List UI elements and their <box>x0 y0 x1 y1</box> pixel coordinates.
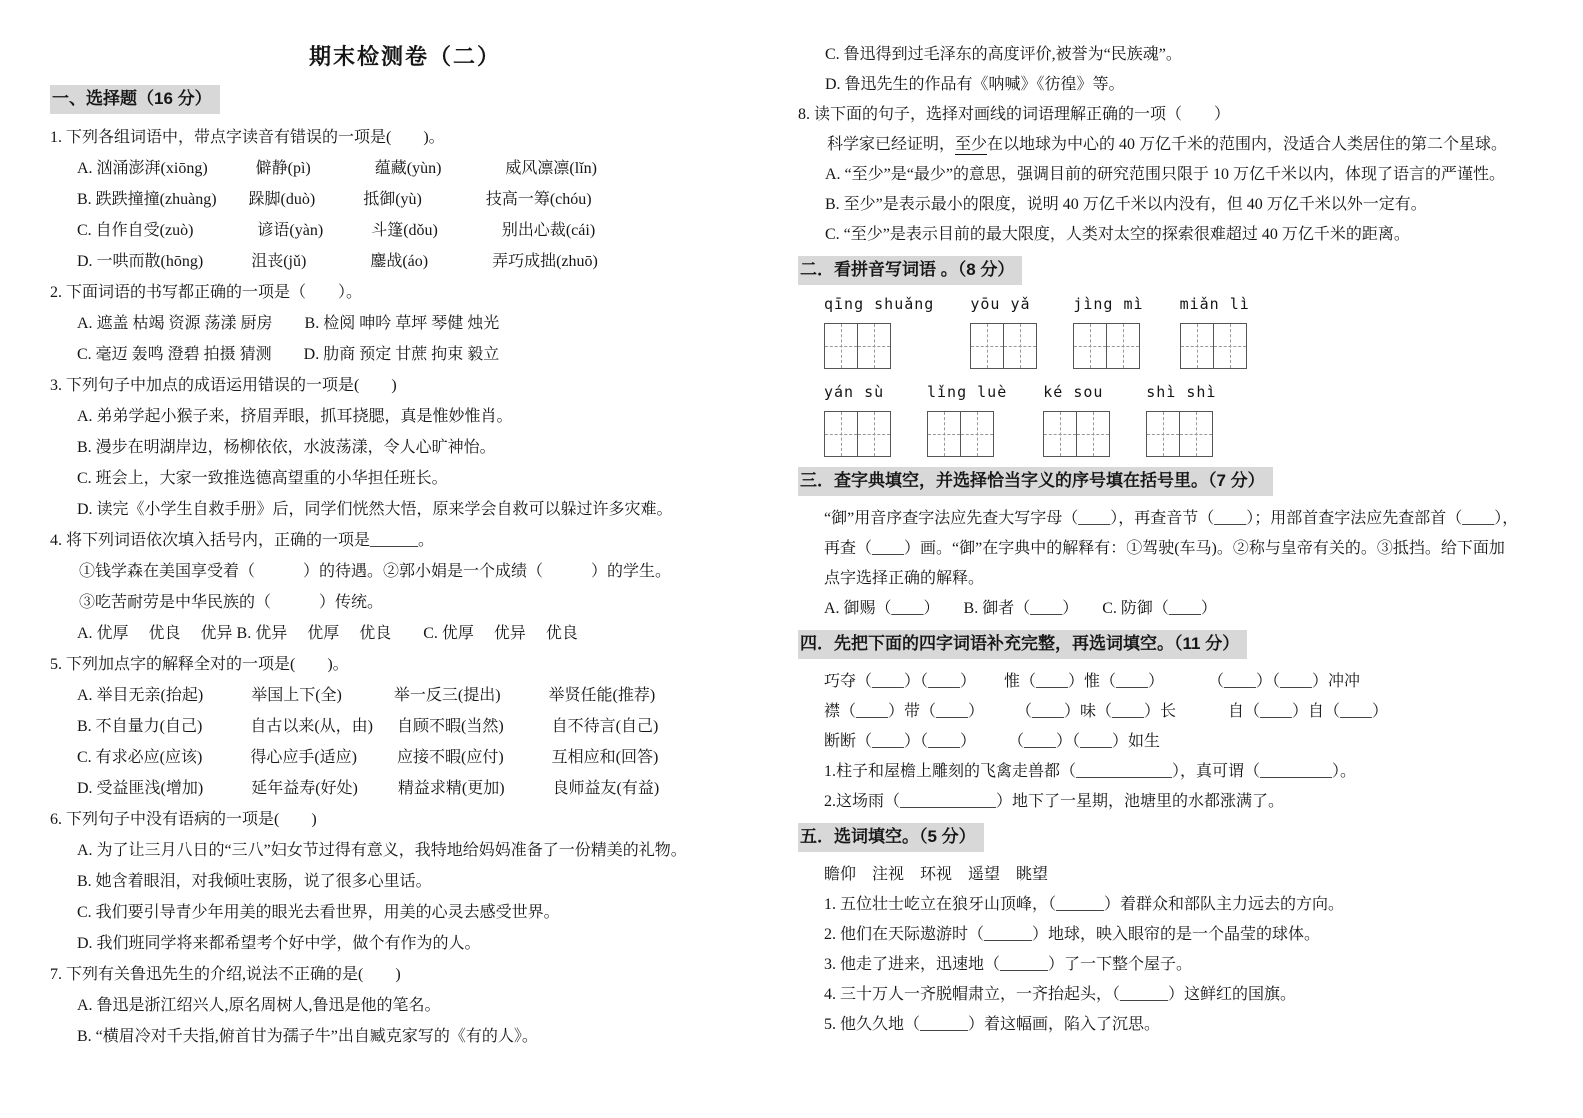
q1-option-c: C. 自作自受(zuò) 谚语(yàn) 斗篷(dǒu) 别出心裁(cái) <box>77 222 596 239</box>
pinyin-word-group <box>1146 381 1216 457</box>
q6-option-a: A. 为了让三月八日的“三八”妇女节过得有意义，我特地给妈妈准备了一份精美的礼物。 <box>77 842 687 859</box>
fill-sentence-5: 5. 他久久地（______）着这幅画，陷入了沉思。 <box>824 1016 1161 1033</box>
tianzige-cell <box>1181 324 1214 368</box>
tianzige-cell <box>1180 412 1212 456</box>
tianzige-grid <box>1146 411 1213 457</box>
pinyin-label: qīng shuǎng <box>824 295 935 313</box>
idiom-sentence-1: 1.柱子和屋檐上雕刻的飞禽走兽都（____________），真可谓（_________）。 <box>824 763 1357 780</box>
q8-option-c: C. “至少”是表示目前的最大限度，人类对太空的探索很难超过 40 万亿千米的距离。 <box>825 226 1410 243</box>
tianzige-grid <box>970 323 1037 369</box>
pinyin-label: miǎn lì <box>1179 295 1250 313</box>
tianzige-cell <box>971 324 1004 368</box>
tianzige-cell <box>858 324 890 368</box>
section-2 <box>798 256 1558 285</box>
section-4 <box>798 630 1558 659</box>
section-2-heading: 二．看拼音写词语 。（8 分） <box>798 256 1022 285</box>
fill-sentence-3: 3. 他走了进来，迅速地（______）了一下整个屋子。 <box>824 956 1193 973</box>
section-3-heading: 三．查字典填空，并选择恰当字义的序号填在括号里。（7 分） <box>798 467 1273 496</box>
tianzige-cell <box>1147 412 1180 456</box>
tianzige-grid <box>824 411 891 457</box>
q8-option-a: A. “至少”是“最少”的意思，强调目前的研究范围只限于 10 万亿千米以内，体现了语言的严谨性。 <box>825 166 1505 183</box>
tianzige-cell <box>1074 324 1107 368</box>
tianzige-cell <box>1077 412 1109 456</box>
pinyin-word-group <box>970 293 1037 369</box>
pinyin-label: shì shì <box>1146 383 1217 401</box>
q8-passage <box>798 130 1558 160</box>
q7-stem: 7. 下列有关鲁迅先生的介绍,说法不正确的是( ) <box>50 966 401 983</box>
right-column <box>798 40 1558 1040</box>
pinyin-word-group <box>824 293 934 369</box>
q6-option-c: C. 我们要引导青少年用美的眼光去看世界，用美的心灵去感受世界。 <box>77 904 560 921</box>
pinyin-word-group <box>824 381 891 457</box>
q5-option-c: C. 有求必应(应该) 得心应手(适应) 应接不暇(应付) 互相应和(回答) <box>77 749 659 766</box>
q3-option-c: C. 班会上，大家一致推选德高望重的小华担任班长。 <box>77 470 448 487</box>
q8-stem: 8. 读下面的句子，选择对画线的词语理解正确的一项（ ） <box>798 106 1231 123</box>
q7-option-d: D. 鲁迅先生的作品有《呐喊》《彷徨》等。 <box>825 76 1125 93</box>
word-bank: 瞻仰 注视 环视 遥望 眺望 <box>824 866 1049 883</box>
pinyin-label: ké sou <box>1043 383 1104 401</box>
q5-option-d: D. 受益匪浅(增加) 延年益寿(好处) 精益求精(更加) 良师益友(有益) <box>77 780 660 797</box>
q6-option-d: D. 我们班同学将来都希望考个好中学，做个有作为的人。 <box>77 935 481 952</box>
section-1 <box>50 85 760 114</box>
q8-underlined-word: 至少 <box>955 136 988 153</box>
q1-option-d: D. 一哄而散(hōng) 沮丧(jǔ) 鏖战(áo) 弄巧成拙(zhuō) <box>77 253 598 270</box>
tianzige-cell <box>1214 324 1246 368</box>
q4-options: A. 优厚 优良 优异 B. 优异 优厚 优良 C. 优厚 优异 优良 <box>77 625 578 642</box>
q4-sentence-3: ③吃苦耐劳是中华民族的（ ）传统。 <box>79 594 384 611</box>
q8-option-b: B. 至少”是表示最小的限度，说明 40 万亿千米以内没有，但 40 万亿千米以外一定有。 <box>825 196 1427 213</box>
q6-stem: 6. 下列句子中没有语病的一项是( ) <box>50 811 317 828</box>
q7-option-a: A. 鲁迅是浙江绍兴人,原名周树人,鲁迅是他的笔名。 <box>77 997 441 1014</box>
q2-stem: 2. 下面词语的书写都正确的一项是（ ）。 <box>50 284 363 301</box>
q8-passage-pre: 科学家已经证明， <box>827 136 956 153</box>
tianzige-cell <box>928 412 961 456</box>
pinyin-word-group <box>1180 293 1250 369</box>
fill-sentence-1: 1. 五位壮士屹立在狼牙山顶峰，（______）着群众和部队主力远去的方向。 <box>824 896 1345 913</box>
dictionary-line-2: 再查（____）画。“御”在字典中的解释有：①驾驶(车马)。②称与皇帝有关的。③抵挡。给下面加 <box>824 540 1505 557</box>
q3-stem: 3. 下列句子中加点的成语运用错误的一项是( ) <box>50 377 397 394</box>
tianzige-cell <box>858 412 890 456</box>
tianzige-cell <box>825 412 858 456</box>
q6-option-b: B. 她含着眼泪，对我倾吐衷肠，说了很多心里话。 <box>77 873 432 890</box>
idiom-row-2: 襟（____）带（____） （____）味（____）长 自（____）自（____） <box>824 703 1389 720</box>
dictionary-options: A. 御赐（____） B. 御者（____） C. 防御（____） <box>824 600 1217 617</box>
q5-stem: 5. 下列加点字的解释全对的一项是( )。 <box>50 656 349 673</box>
q2-options-ab: A. 遮盖 枯竭 资源 荡漾 厨房 B. 检阅 呻吟 草坪 琴健 烛光 <box>77 315 500 332</box>
q5-option-b: B. 不自量力(自己) 自古以来(从，由) 自顾不暇(当然) 自不待言(自己) <box>77 718 659 735</box>
left-column <box>50 40 760 1052</box>
tianzige-cell <box>961 412 993 456</box>
q1-stem: 1. 下列各组词语中，带点字读音有错误的一项是( )。 <box>50 129 445 146</box>
dictionary-line-3: 点字选择正确的解释。 <box>824 570 985 587</box>
tianzige-cell <box>825 324 858 368</box>
section-4-heading: 四．先把下面的四字词语补充完整，再选词填空。（11 分） <box>798 630 1247 659</box>
q7-option-c: C. 鲁迅得到过毛泽东的高度评价,被誉为“民族魂”。 <box>825 46 1182 63</box>
q7-option-b: B. “横眉冷对千夫指,俯首甘为孺子牛”出自臧克家写的《有的人》。 <box>77 1028 538 1045</box>
section-5-heading: 五．选词填空。（5 分） <box>798 823 984 852</box>
idiom-sentence-2: 2.这场雨（____________）地下了一星期，池塘里的水都涨满了。 <box>824 793 1285 810</box>
tianzige-cell <box>1044 412 1077 456</box>
tianzige-cell <box>1004 324 1036 368</box>
tianzige-grid <box>824 323 891 369</box>
q3-option-d: D. 读完《小学生自救手册》后，同学们恍然大悟，原来学会自救可以躲过许多灾难。 <box>77 501 673 518</box>
pinyin-word-group <box>927 381 1007 457</box>
pinyin-word-group <box>1043 381 1110 457</box>
pinyin-row-2 <box>824 381 1558 457</box>
tianzige-grid <box>1073 323 1140 369</box>
pinyin-label: jìng mì <box>1073 295 1144 313</box>
q4-sentence-1-2: ①钱学森在美国享受着（ ）的待遇。②郭小娟是一个成绩（ ）的学生。 <box>79 563 672 580</box>
q4-stem: 4. 将下列词语依次填入括号内，正确的一项是______。 <box>50 532 435 549</box>
q8-passage-post: 在以地球为中心的 40 万亿千米的范围内，没适合人类居住的第二个星球。 <box>987 136 1508 153</box>
fill-sentence-2: 2. 他们在天际遨游时（______）地球，映入眼帘的是一个晶莹的球体。 <box>824 926 1321 943</box>
section-5 <box>798 823 1558 852</box>
section-3 <box>798 467 1558 496</box>
q1-option-b: B. 跌跌撞撞(zhuàng) 跺脚(duò) 抵御(yù) 技高一筹(chóu) <box>77 191 592 208</box>
pinyin-label: yōu yǎ <box>970 295 1031 313</box>
pinyin-writing-area <box>798 293 1558 457</box>
tianzige-grid <box>1043 411 1110 457</box>
pinyin-word-group <box>1073 293 1143 369</box>
tianzige-grid <box>1180 323 1247 369</box>
q3-option-a: A. 弟弟学起小猴子来，挤眉弄眼，抓耳挠腮，真是惟妙惟肖。 <box>77 408 513 425</box>
idiom-row-3: 断断（____）（____） （____）（____）如生 <box>824 733 1161 750</box>
pinyin-label: yán sù <box>824 383 885 401</box>
dictionary-line-1: “御”用音序查字法应先查大写字母（____），再查音节（____）；用部首查字法应先查部首（____）， <box>824 510 1519 527</box>
pinyin-label: lǐng luè <box>927 383 1008 401</box>
fill-sentence-4: 4. 三十万人一齐脱帽肃立，一齐抬起头，（______）这鲜红的国旗。 <box>824 986 1297 1003</box>
q1-option-a: A. 汹涌澎湃(xiōng) 僻静(pì) 蕴藏(yùn) 威风凛凛(lǐn) <box>77 160 597 177</box>
q3-option-b: B. 漫步在明湖岸边，杨柳依依，水波荡漾，令人心旷神怡。 <box>77 439 496 456</box>
tianzige-grid <box>927 411 994 457</box>
q2-options-cd: C. 毫迈 轰鸣 澄碧 拍摄 猜测 D. 肋商 预定 甘蔗 拘束 毅立 <box>77 346 500 363</box>
tianzige-cell <box>1107 324 1139 368</box>
pinyin-row-1 <box>824 293 1558 369</box>
idiom-row-1: 巧夺（____）（____） 惟（____）惟（____） （____）（____）冲冲 <box>824 673 1361 690</box>
section-1-heading: 一、选择题（16 分） <box>50 85 220 114</box>
q5-option-a: A. 举目无亲(抬起) 举国上下(全) 举一反三(提出) 举贤任能(推荐) <box>77 687 656 704</box>
page-title: 期末检测卷（二） <box>308 44 501 69</box>
